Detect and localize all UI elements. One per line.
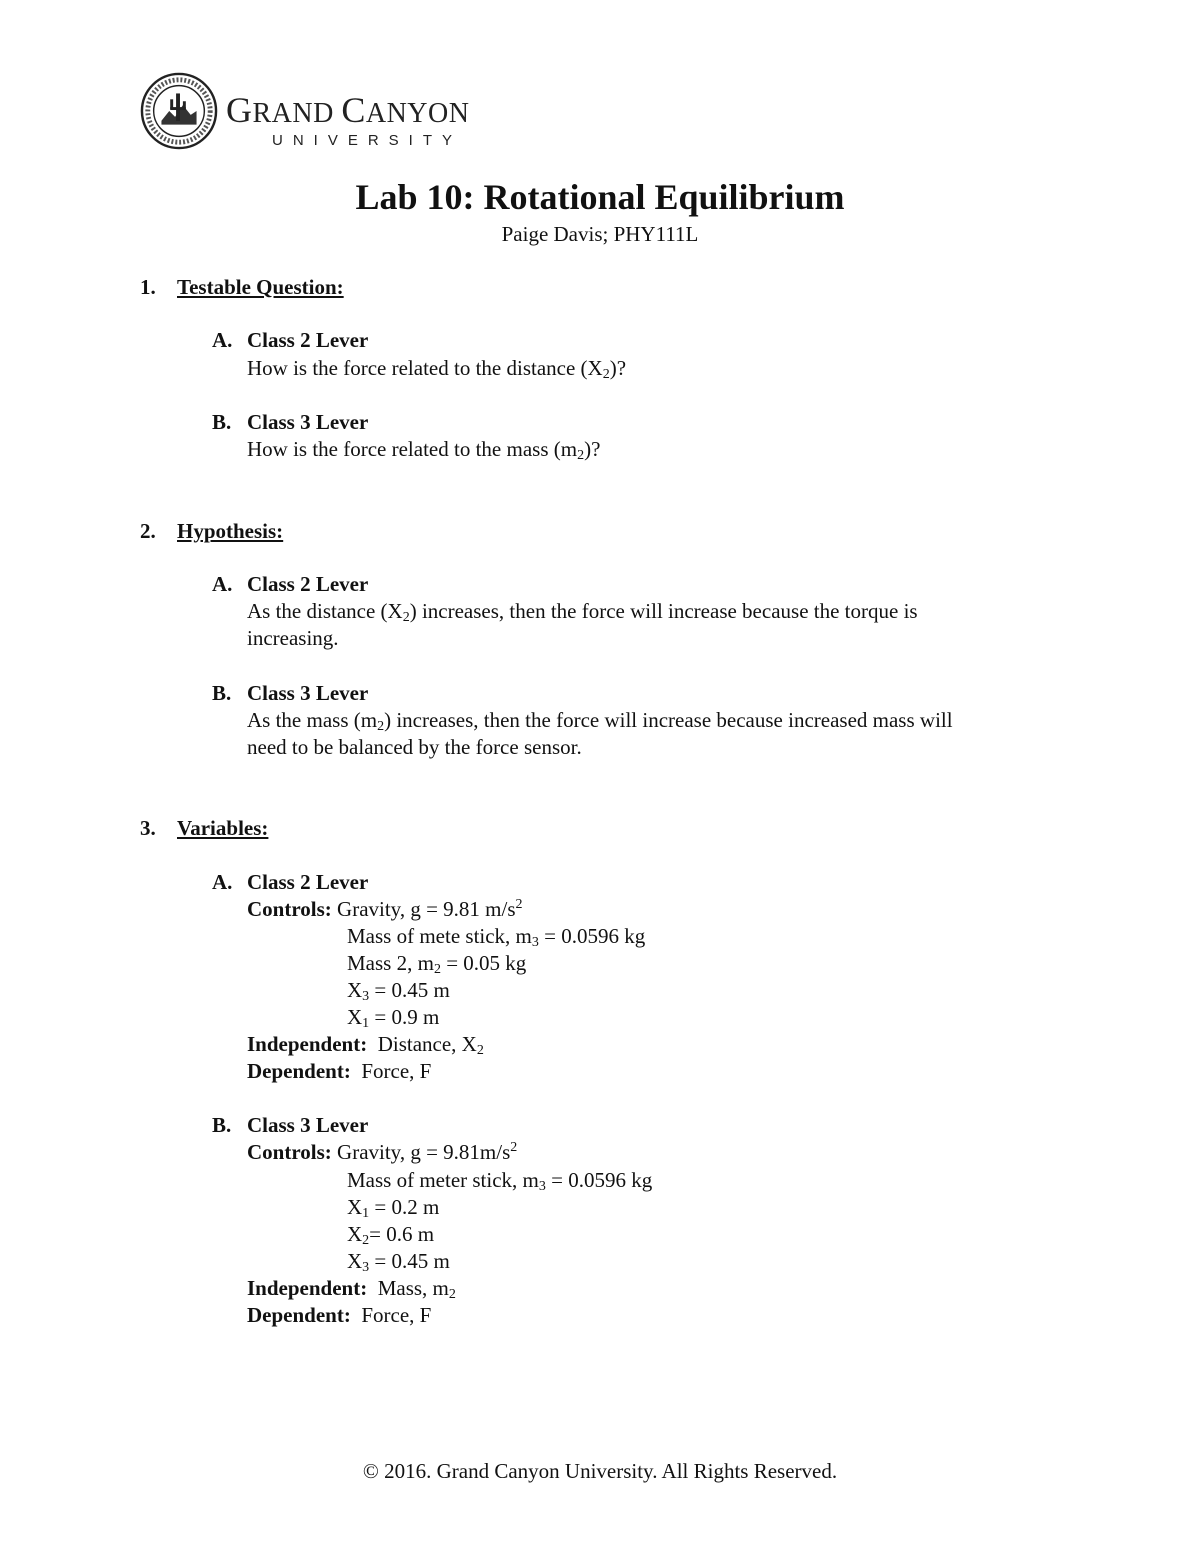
section-number: 2. xyxy=(140,519,156,543)
subsection-label: A. xyxy=(212,328,233,352)
subsection-title: Class 2 Lever xyxy=(247,572,369,596)
subsection-label: B. xyxy=(212,410,232,434)
controls-line: Controls: Gravity, $g = 9.81m/s^2$ xyxy=(247,1140,518,1164)
hypothesis-text: increasing. xyxy=(247,626,339,650)
hypothesis-text: As the distance $(X_2)$ increases, then the force will increase because the torque is xyxy=(247,599,918,625)
subsection-label: A. xyxy=(212,870,233,894)
question-text: How is the force related to the distance $(X_2)$? xyxy=(247,356,627,382)
section-number: 1. xyxy=(140,275,156,299)
hypothesis-text: As the mass $(m_2)$ increases, then the force will increase because increased mass will xyxy=(247,708,953,734)
control-variable: $X_1 = 0.9$ m xyxy=(347,1005,440,1031)
logo-wordmark: GRAND CANYON xyxy=(226,90,470,130)
copyright-footer: © 2016. Grand Canyon University. All Rights Reserved. xyxy=(362,1459,838,1483)
section-heading: Hypothesis: xyxy=(177,519,284,543)
subsection-title: Class 2 Lever xyxy=(247,328,369,352)
subsection-title: Class 3 Lever xyxy=(247,1113,369,1137)
subsection-label: B. xyxy=(212,681,232,705)
subsection-title: Class 3 Lever xyxy=(247,681,369,705)
control-variable: Mass of mete stick, $m_3 = 0.0596$ kg xyxy=(347,924,646,950)
university-seal-icon xyxy=(140,72,218,150)
control-variable: $X_3 = 0.45$ m xyxy=(347,1249,450,1275)
dependent-variable: Dependent: Force, F xyxy=(247,1303,432,1327)
control-variable: $X_3 = 0.45$ m xyxy=(347,978,450,1004)
subsection-label: A. xyxy=(212,572,233,596)
subsection-title: Class 2 Lever xyxy=(247,870,369,894)
page-title: Lab 10: Rotational Equilibrium xyxy=(355,177,845,217)
control-variable: $X_2= 0.6$ m xyxy=(347,1222,435,1248)
controls-line: Controls: Gravity, g = 9.81 $m/s^2$ xyxy=(247,897,523,921)
subsection-label: B. xyxy=(212,1113,232,1137)
page-subtitle: Paige Davis; PHY111L xyxy=(501,222,699,246)
logo-subtitle: UNIVERSITY xyxy=(272,132,463,149)
question-text: How is the force related to the mass $(m_2)$? xyxy=(247,437,601,463)
hypothesis-text: need to be balanced by the force sensor. xyxy=(247,735,582,759)
control-variable: $X_1 = 0.2$ m xyxy=(347,1195,440,1221)
independent-variable: Independent: Distance, $X_2$ xyxy=(247,1032,484,1058)
control-variable: Mass 2, $m_2 = 0.05$ kg xyxy=(347,951,527,977)
control-variable: Mass of meter stick, $m_3 = 0.0596$ kg xyxy=(347,1168,653,1194)
section-heading: Variables: xyxy=(177,816,269,840)
independent-variable: Independent: Mass, $m_2$ xyxy=(247,1276,456,1302)
university-logo xyxy=(140,70,500,154)
subsection-title: Class 3 Lever xyxy=(247,410,369,434)
section-heading: Testable Question: xyxy=(177,275,344,299)
section-number: 3. xyxy=(140,816,156,840)
dependent-variable: Dependent: Force, F xyxy=(247,1059,432,1083)
